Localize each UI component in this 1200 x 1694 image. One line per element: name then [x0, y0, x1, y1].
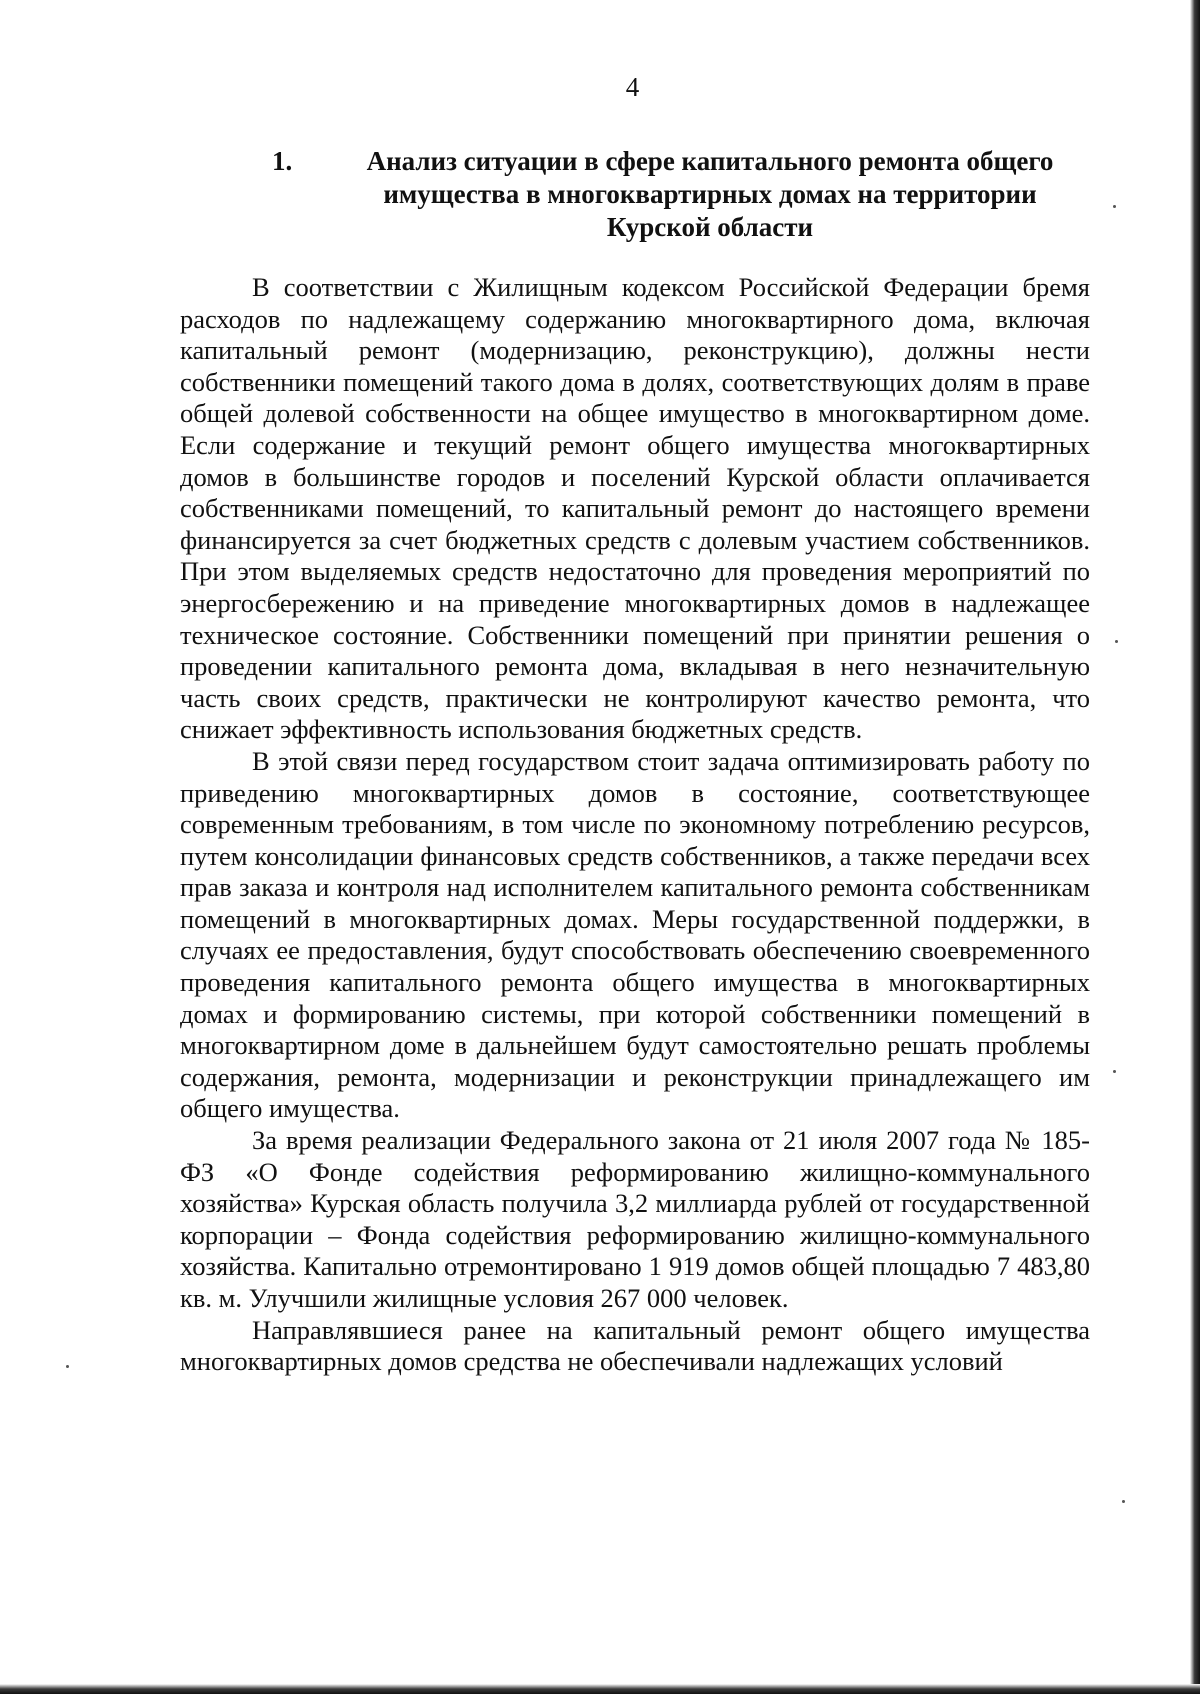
- section-number: 1.: [272, 146, 293, 176]
- body-text: [180, 272, 1090, 1378]
- scan-speck: [66, 1365, 69, 1368]
- paragraph-1: В соответствии с Жилищным кодексом Российской Федерации бремя расходов по надлежащему содержанию многоквартирного дома, включая капитальный ремонт (модернизацию, реконструкцию), должны нести собственники помещений такого дома в долях, соответствующих долям в праве общей долевой собственности на общее имущество в многоквартирном доме. Если содержание и текущий ремонт общего имущества многоквартирных домов в большинстве городов и поселений Курской области оплачивается собственниками помещений, то капитальный ремонт до настоящего времени финансируется за счет бюджетных средств с долевым участием собственников. При этом выделяемых средств недостаточно для проведения мероприятий по энергосбережению и на приведение многоквартирных домов в надлежащее техническое состояние. Собственники помещений при принятии решения о проведении капитального ремонта дома, вкладывая в него незначительную часть своих средств, практически не контролируют качество ремонта, что снижает эффективность использования бюджетных средств.: [180, 272, 1090, 745]
- scan-edge-bottom: [0, 1684, 1200, 1694]
- paragraph-4: Направлявшиеся ранее на капитальный ремонт общего имущества многоквартирных домов средства не обеспечивали надлежащих условий: [180, 1314, 1090, 1377]
- scan-speck: [1122, 1500, 1125, 1503]
- scan-speck: [1113, 205, 1116, 208]
- paragraph-2: В этой связи перед государством стоит задача оптимизировать работу по приведению многоквартирных домов в состояние, соответствующее современным требованиям, в том числе по экономному потреблению ресурсов, путем консолидации финансовых средств собственников, а также передачи всех прав заказа и контроля над исполнителем капитального ремонта собственникам помещений в многоквартирных домах. Меры государственной поддержки, в случаях ее предоставления, будут способствовать обеспечению своевременного проведения капитального ремонта общего имущества в многоквартирных домах и формированию системы, при которой собственники помещений в многоквартирном доме в дальнейшем будут самостоятельно решать проблемы содержания, ремонта, модернизации и реконструкции принадлежащего им общего имущества.: [180, 745, 1090, 1124]
- paragraph-3: За время реализации Федерального закона от 21 июля 2007 года № 185-ФЗ «О Фонде содействия реформированию жилищно-коммунального хозяйства» Курская область получила 3,2 миллиарда рублей от государственной корпорации – Фонда содействия реформированию жилищно-коммунального хозяйства. Капитально отремонтировано 1 919 домов общей площадью 7 483,80 кв. м. Улучшили жилищные условия 267 000 человек.: [180, 1125, 1090, 1313]
- section-title: Анализ ситуации в сфере капитального ремонта общего имущества в многоквартирных домах на территории Курской области: [366, 146, 1054, 242]
- scan-speck: [1115, 640, 1118, 643]
- page-number: 4: [625, 72, 640, 102]
- section-heading: [270, 145, 1090, 244]
- scan-speck: [1113, 1070, 1116, 1073]
- scan-edge-right: [1190, 0, 1200, 1694]
